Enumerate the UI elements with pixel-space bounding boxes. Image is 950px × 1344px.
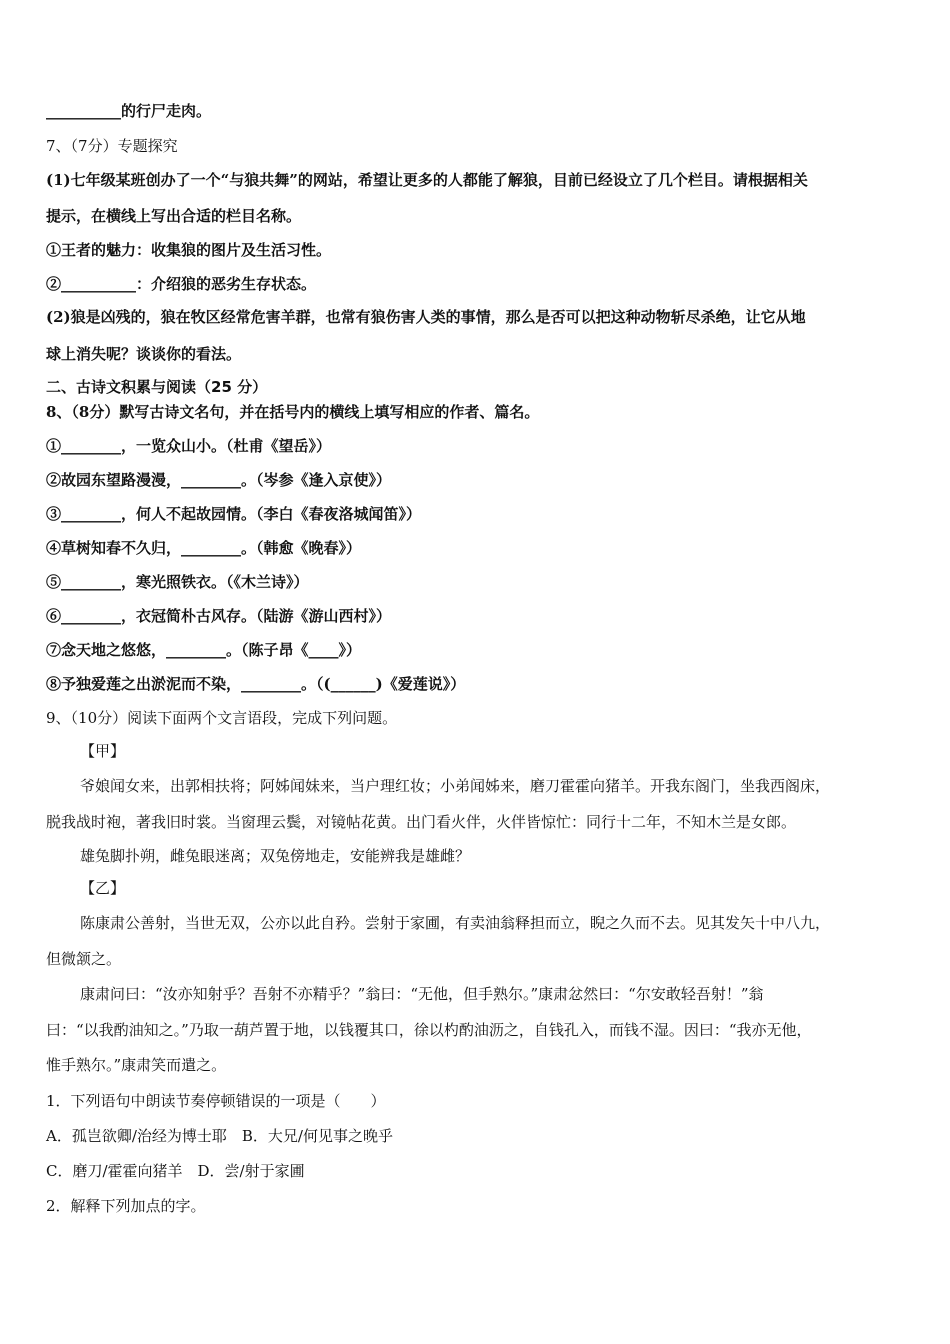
text-line: (2)狼是凶残的，狼在牧区经常危害羊群，也常有狼伤害人类的事情，那么是否可以把这种动物斩尽杀绝，让它从地	[46, 308, 806, 326]
passage-label-yi: 【乙】	[80, 879, 126, 897]
text-line: ⑧予独爱莲之出淤泥而不染，________。（(______)《爱莲说》）	[46, 675, 466, 693]
question-8-heading: 8、（8分）默写古诗文名句，并在括号内的横线上填写相应的作者、篇名。	[46, 403, 540, 421]
question-7-heading: 7、（7分）专题探究	[46, 137, 178, 155]
sub-question-1: 1．下列语句中朗读节奏停顿错误的一项是（ ）	[46, 1092, 386, 1110]
question-9-heading: 9、（10分）阅读下面两个文言语段，完成下列问题。	[46, 709, 398, 727]
text-line: ⑥________，衣冠简朴古风存。（陆游《游山西村》）	[46, 607, 392, 625]
text-line: ⑦念天地之悠悠，________。（陈子昂《____》）	[46, 641, 362, 659]
option-line: A．孤岂欲卿/治经为博士耶 B．大兄/何见事之晚乎	[46, 1127, 393, 1145]
text-line: 提示，在横线上写出合适的栏目名称。	[46, 207, 302, 225]
text-line: 但微颔之。	[46, 950, 122, 968]
option-line: C．磨刀/霍霍向猪羊 D．尝/射于家圃	[46, 1162, 305, 1180]
section-heading: 二、古诗文积累与阅读（25 分）	[46, 378, 268, 396]
text-line: 球上消失呢？谈谈你的看法。	[46, 345, 242, 363]
sub-question-2: 2．解释下列加点的字。	[46, 1197, 206, 1215]
text-line: ③________，何人不起故园情。（李白《春夜洛城闻笛》）	[46, 505, 422, 523]
text-line: ④草树知春不久归，________。（韩愈《晚春》）	[46, 539, 362, 557]
text-line: ①________，一览众山小。（杜甫《望岳》）	[46, 437, 332, 455]
text-line: ①王者的魅力：收集狼的图片及生活习性。	[46, 241, 332, 259]
text-line: ⑤________，寒光照铁衣。（《木兰诗》）	[46, 573, 309, 591]
text-line: __________的行尸走肉。	[46, 102, 212, 120]
text-line: 陈康肃公善射，当世无双，公亦以此自矜。尝射于家圃，有卖油翁释担而立，睨之久而不去。见其发矢十中八九，	[80, 914, 831, 932]
text-line: 爷娘闻女来，出郭相扶将；阿姊闻妹来，当户理红妆；小弟闻姊来，磨刀霍霍向猪羊。开我东阁门，坐我西阁床，	[80, 777, 831, 795]
text-line: 脱我战时袍，著我旧时裳。当窗理云鬓，对镜帖花黄。出门看火伴，火伴皆惊忙：同行十二年，不知木兰是女郎。	[46, 813, 797, 831]
text-line: 曰：“以我酌油知之。”乃取一葫芦置于地，以钱覆其口，徐以杓酌油沥之，自钱孔入，而钱不湿。因曰：“我亦无他，	[46, 1021, 812, 1039]
passage-label-jia: 【甲】	[80, 742, 126, 760]
text-line: (1)七年级某班创办了一个“与狼共舞”的网站，希望让更多的人都能了解狼，目前已经设立了几个栏目。请根据相关	[46, 171, 808, 189]
text-line: 雄兔脚扑朔，雌兔眼迷离；双兔傍地走，安能辨我是雄雌？	[80, 847, 471, 865]
text-line: ②故园东望路漫漫，________。（岑参《逢入京使》）	[46, 471, 392, 489]
text-line: 康肃问曰：“汝亦知射乎？吾射不亦精乎？”翁曰：“无他，但手熟尔。”康肃忿然曰：“尔安敢轻吾射！”翁	[80, 985, 764, 1003]
text-line: ②__________：介绍狼的恶劣生存状态。	[46, 275, 317, 293]
text-line: 惟手熟尔。”康肃笑而遣之。	[46, 1056, 227, 1074]
